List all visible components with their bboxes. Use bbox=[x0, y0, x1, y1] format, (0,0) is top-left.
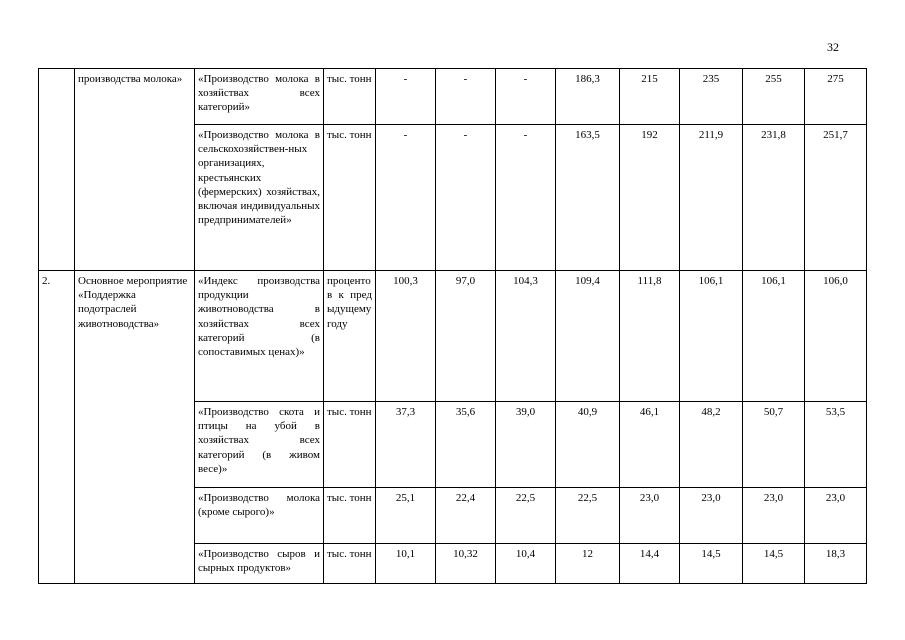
table-row bbox=[39, 69, 867, 125]
page-number: 32 bbox=[827, 40, 839, 54]
value-cell: 106,0 bbox=[805, 271, 867, 402]
indicator-cell: «Производство молока в хозяйствах всех категорий» bbox=[195, 69, 324, 125]
measure-cell: производства молока» bbox=[75, 69, 195, 271]
value-cell: 53,5 bbox=[805, 402, 867, 488]
value-cell: 22,5 bbox=[496, 488, 556, 544]
value-cell: 231,8 bbox=[743, 125, 805, 271]
value-cell: 35,6 bbox=[436, 402, 496, 488]
value-cell: 100,3 bbox=[376, 271, 436, 402]
value-cell: 211,9 bbox=[680, 125, 743, 271]
value-cell: 10,1 bbox=[376, 544, 436, 584]
value-cell: - bbox=[436, 125, 496, 271]
value-cell: 40,9 bbox=[556, 402, 620, 488]
value-cell: 275 bbox=[805, 69, 867, 125]
value-cell: 22,5 bbox=[556, 488, 620, 544]
unit-cell: тыс. тонн bbox=[324, 402, 376, 488]
value-cell: 25,1 bbox=[376, 488, 436, 544]
indicator-cell: «Индекс производства продукции животноводства в хозяйствах всех категорий (в сопоставимых ценах)» bbox=[195, 271, 324, 402]
indicator-cell: «Производство сыров и сырных продуктов» bbox=[195, 544, 324, 584]
value-cell: 215 bbox=[620, 69, 680, 125]
value-cell: 12 bbox=[556, 544, 620, 584]
table-row bbox=[39, 271, 867, 402]
value-cell: - bbox=[496, 69, 556, 125]
value-cell: 37,3 bbox=[376, 402, 436, 488]
value-cell: 23,0 bbox=[680, 488, 743, 544]
value-cell: 14,5 bbox=[680, 544, 743, 584]
value-cell: 18,3 bbox=[805, 544, 867, 584]
value-cell: - bbox=[376, 69, 436, 125]
unit-cell: тыс. тонн bbox=[324, 544, 376, 584]
value-cell: 10,32 bbox=[436, 544, 496, 584]
value-cell: - bbox=[496, 125, 556, 271]
value-cell: 106,1 bbox=[743, 271, 805, 402]
value-cell: 48,2 bbox=[680, 402, 743, 488]
indicator-cell: «Производство скота и птицы на убой в хозяйствах всех категорий (в живом весе)» bbox=[195, 402, 324, 488]
value-cell: 23,0 bbox=[805, 488, 867, 544]
value-cell: 106,1 bbox=[680, 271, 743, 402]
value-cell: 163,5 bbox=[556, 125, 620, 271]
value-cell: 23,0 bbox=[620, 488, 680, 544]
value-cell: 22,4 bbox=[436, 488, 496, 544]
indicator-cell: «Производство молока (кроме сырого)» bbox=[195, 488, 324, 544]
indicator-cell: «Производство молока в сельскохозяйствен-ных организациях, крестьянских (фермерских) хозяйствах, включая индивидуальных предпринимателей» bbox=[195, 125, 324, 271]
row-number-cell: 2. bbox=[39, 271, 75, 584]
value-cell: 50,7 bbox=[743, 402, 805, 488]
value-cell: 46,1 bbox=[620, 402, 680, 488]
row-number-cell bbox=[39, 69, 75, 271]
value-cell: 255 bbox=[743, 69, 805, 125]
value-cell: 192 bbox=[620, 125, 680, 271]
value-cell: 23,0 bbox=[743, 488, 805, 544]
value-cell: 251,7 bbox=[805, 125, 867, 271]
unit-cell: тыс. тонн bbox=[324, 488, 376, 544]
value-cell: 14,4 bbox=[620, 544, 680, 584]
measure-cell: Основное мероприятие «Поддержка подотраслей животноводства» bbox=[75, 271, 195, 584]
value-cell: - bbox=[436, 69, 496, 125]
value-cell: 186,3 bbox=[556, 69, 620, 125]
indicators-table bbox=[38, 68, 867, 584]
value-cell: 111,8 bbox=[620, 271, 680, 402]
value-cell: 97,0 bbox=[436, 271, 496, 402]
value-cell: 39,0 bbox=[496, 402, 556, 488]
value-cell: 104,3 bbox=[496, 271, 556, 402]
value-cell: - bbox=[376, 125, 436, 271]
value-cell: 14,5 bbox=[743, 544, 805, 584]
value-cell: 109,4 bbox=[556, 271, 620, 402]
value-cell: 235 bbox=[680, 69, 743, 125]
unit-cell: тыс. тонн bbox=[324, 125, 376, 271]
unit-cell: тыс. тонн bbox=[324, 69, 376, 125]
unit-cell: процентов к предыдущему году bbox=[324, 271, 376, 402]
value-cell: 10,4 bbox=[496, 544, 556, 584]
